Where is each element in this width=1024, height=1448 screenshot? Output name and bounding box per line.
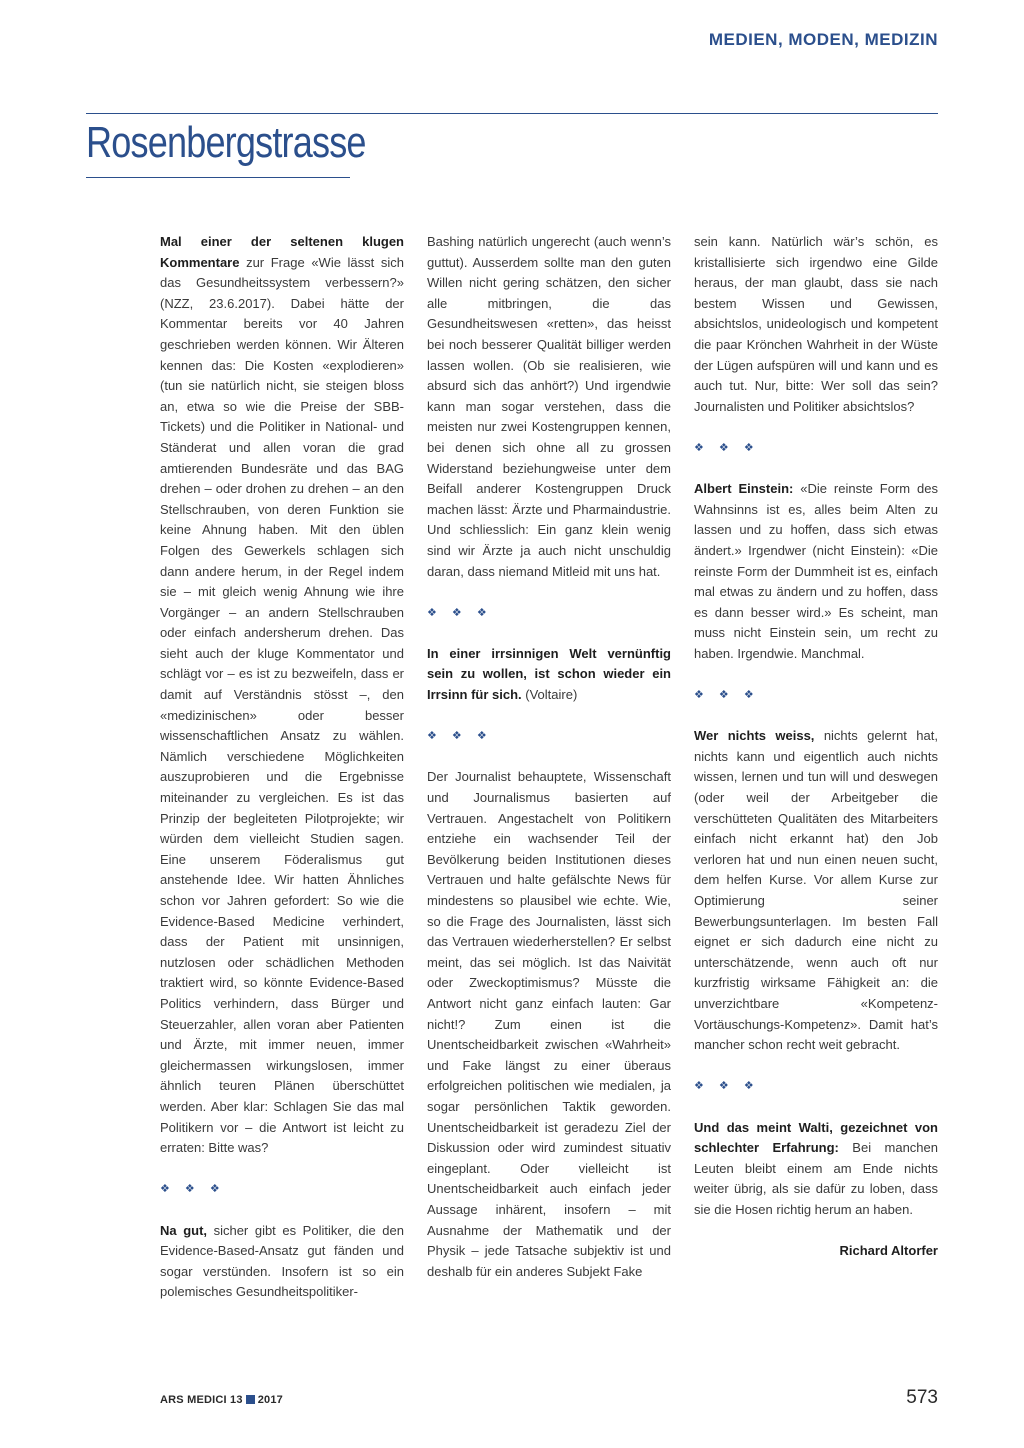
paragraph-text: zur Frage «Wie lässt sich das Gesundheitssystem verbessern?» (NZZ, 23.6.2017). Dabei hätte der Kommentar bereits vor 40 Jahren geschrieben werden können. Wir Älteren kennen das: Die Kosten «explodieren» (tun sie natürlich nicht, sie steigen bloss an, etwa so wie die Preise der SBB-Tickets) und die Politiker in National- und Ständerat und allen voran die grad amtierenden Bundesräte und das BAG drehen – oder drohen zu drehen – an den Stellschrauben, von deren Funktion sie keine Ahnung haben. Mit den üblen Folgen des Gewerkels schlagen sich dann andere herum, in der Regel indem sie – mit gleich wenig Ahnung wie ihre Vorgänger – an andern Stellschrauben oder einfach andersherum drehen. Das sieht auch der kluge Kommentator und schlägt vor – es ist zu bezweifeln, dass er damit auf Verständnis stösst –, den «medizinischen» oder besser wissenschaftlichen Ansatz zu wählen. Nämlich verschiedene Möglichkeiten auszuprobieren und die Ergebnisse miteinander zu vergleichen. Es ist das Prinzip der begleiteten Pilotprojekte; wir würden dem vielleicht Studien sagen. Eine unserem Föderalismus gut anstehende Idee. Wir hatten Ähnliches schon vor Jahren gefordert: So wie die Evidence-Based Medicine verhindert, dass der Patient mit unsinnigen, nutzlosen oder schädlichen Methoden traktiert wird, so könnte Evidence-Based Politics verhindern, dass Bürger und Steuerzahler, allen voran aber Patienten und Ärzte, mit immer neuen, immer gleichermassen wirkungslosen, immer ähnlich teuren Plänen überschüttet werden. Aber klar: Schlagen Sie das mal Politikern vor – die Antwort ist leicht zu erraten: Bitte was? bbox=[160, 254, 404, 1156]
page-title: Rosenbergstrasse bbox=[86, 118, 366, 167]
paragraph-lead: Na gut, bbox=[160, 1222, 208, 1238]
paragraph-lead: Wer nichts weiss, bbox=[694, 728, 815, 744]
spacer bbox=[694, 459, 938, 480]
spacer bbox=[694, 1097, 938, 1118]
quote-paragraph bbox=[427, 644, 671, 706]
section-label: MEDIEN, MODEN, MEDIZIN bbox=[708, 30, 938, 49]
spacer bbox=[694, 1056, 938, 1077]
paragraph bbox=[160, 1221, 404, 1303]
spacer bbox=[694, 706, 938, 727]
square-separator-icon bbox=[246, 1395, 255, 1404]
article-column-1 bbox=[160, 232, 404, 1303]
paragraph-lead: Albert Einstein: bbox=[694, 481, 794, 497]
ornament-divider: ❖ ❖ ❖ bbox=[427, 730, 493, 743]
quote-source: (Voltaire) bbox=[521, 687, 578, 703]
paragraph-text: sein kann. Natürlich wär’s schön, es kristallisierte sich irgendwo eine Gilde heraus, der man glaubt, dass sie nach bestem Wissen und Gewissen, absichtslos, unideologisch und kompetent die paar Krönchen Wahrheit in der Wüste der Lügen aufspüren will und kann und es auch tut. Nur, bitte: Wer soll das sein? Journalisten und Politiker absichtslos? bbox=[694, 234, 938, 414]
journal-issue bbox=[160, 1394, 283, 1406]
page-number: 573 bbox=[906, 1387, 938, 1408]
spacer bbox=[427, 582, 671, 603]
ornament-divider: ❖ ❖ ❖ bbox=[160, 1183, 226, 1196]
spacer bbox=[694, 417, 938, 438]
spacer bbox=[427, 747, 671, 768]
paragraph bbox=[427, 767, 671, 1282]
spacer bbox=[427, 623, 671, 644]
paragraph-text: Bei manchen Leuten bleibt einem am Ende nichts weiter übrig, als sie dafür zu loben, dass sie die Hosen richtig herum an haben. bbox=[694, 1140, 938, 1217]
journal-year: 2017 bbox=[257, 1394, 283, 1406]
title-rule bbox=[86, 177, 350, 178]
article-column-3 bbox=[694, 232, 938, 1262]
paragraph bbox=[694, 479, 938, 664]
spacer bbox=[694, 1221, 938, 1242]
ornament-divider: ❖ ❖ ❖ bbox=[427, 606, 493, 619]
paragraph-text: Der Journalist behauptete, Wissenschaft und Journalismus basierten auf Vertrauen. Angestachelt von Politikern entziehe ein wachsender Teil der Bevölkerung beiden Institutionen dieses Vertrauen und halte gefälschte News für mindestens so plausibel wie echte. Wie, so die Frage des Journalisten, lässt sich das Vertrauen wiederherstellen? Er selbst meint, das sei möglich. Ist das Naivität oder Zweckoptimismus? Müsste die Antwort nicht ganz einfach lauten: Gar nicht!? Zum einen ist die Unentscheidbarkeit zwischen «Wahrheit» und Fake längst zu einer überaus erfolgreichen politischen wie medialen, ja sogar persönlichen Taktik geworden. Unentscheidbarkeit ist geradezu Ziel der Diskussion oder wird zumindest situativ eingeplant. Oder vielleicht ist Unentscheidbarkeit auch einfach jeder Aussage inhärent, insofern – mit Ausnahme der Mathematik und der Physik – jede Tatsache subjektiv ist und deshalb für ein anderes Subjekt Fake bbox=[427, 769, 671, 1279]
spacer bbox=[694, 664, 938, 685]
ornament-divider: ❖ ❖ ❖ bbox=[694, 689, 760, 702]
author-signature: Richard Altorfer bbox=[839, 1243, 938, 1259]
paragraph-lead: Und das meint Walti, gezeichnet von schlechter Erfahrung: bbox=[694, 1119, 938, 1156]
ornament-divider: ❖ ❖ ❖ bbox=[694, 1080, 760, 1093]
paragraph-text: sicher gibt es Politiker, die den Evidence-Based-Ansatz gut fänden und sogar verstünden. Insofern ist so ein polemisches Gesundheitspolitiker- bbox=[160, 1222, 404, 1300]
paragraph bbox=[427, 232, 671, 582]
spacer bbox=[160, 1200, 404, 1221]
paragraph-lead: Mal einer der seltenen klugen Kommentare bbox=[160, 234, 404, 270]
ornament-divider: ❖ ❖ ❖ bbox=[694, 441, 760, 454]
article-column-2 bbox=[427, 232, 671, 1282]
spacer bbox=[160, 1159, 404, 1180]
paragraph-text: Bashing natürlich ungerecht (auch wenn’s guttut). Ausserdem sollte man den guten Willen nicht gering schätzen, den sicher alle mitbringen, die das Gesundheitswesen «retten», das heisst bei noch besserer Qualität billiger werden lassen wollen. (Ob sie realisieren, wie absurd sich das anhört?) Und irgendwie kann man sogar verstehen, dass die meisten nur zwei Kostengruppen kennen, bei denen sich ohne all zu grossen Widerstand beziehungweise unter dem Beifall anderer Kostengruppen Druck machen lässt: Ärzte und Pharmaindustrie. Und schliesslich: Ein ganz klein wenig sind wir Ärzte ja auch nicht unschuldig daran, dass niemand Mitleid mit uns hat. bbox=[427, 234, 671, 579]
quote-text: In einer irrsinnigen Welt vernünftig sein zu wollen, ist schon wieder ein Irrsinn für sich. bbox=[427, 645, 671, 703]
paragraph-text: «Die reinste Form des Wahnsinns ist es, alles beim Alten zu lassen und zu hoffen, dass sich etwas ändert.» Irgendwer (nicht Einstein): «Die reinste Form der Dummheit ist es, einfach mal etwas zu ändern und zu hoffen, dass es dann besser wird.» Es scheint, man muss nicht Einstein sein, um recht zu haben. Irgendwie. Manchmal. bbox=[694, 481, 938, 661]
journal-name: ARS MEDICI 13 bbox=[160, 1394, 243, 1406]
paragraph-text: nichts gelernt hat, nichts kann und eigentlich auch nichts wissen, lernen und tun will und deswegen (oder weil der Arbeitgeber die verschütteten Qualitäten des Mitarbeiters einfach nicht erkannt hat) den Job verloren hat und nun einen neuen sucht, dem helfen Kurse. Vor allem Kurse zur Optimierung seiner Bewerbungsunterlagen. Im besten Fall eignet er sich dadurch eine nicht zu unterschätzende, wenn auch oft nur kurzfristig wirksame Fähigkeit an: die unverzichtbare «Kompetenz-Vortäuschungs-Kompetenz». Damit hat’s mancher schon recht weit gebracht. bbox=[694, 728, 938, 1053]
paragraph bbox=[694, 1118, 938, 1221]
paragraph bbox=[694, 232, 938, 417]
paragraph bbox=[160, 232, 404, 1159]
header-rule bbox=[86, 113, 938, 114]
paragraph bbox=[694, 726, 938, 1056]
spacer bbox=[427, 706, 671, 727]
